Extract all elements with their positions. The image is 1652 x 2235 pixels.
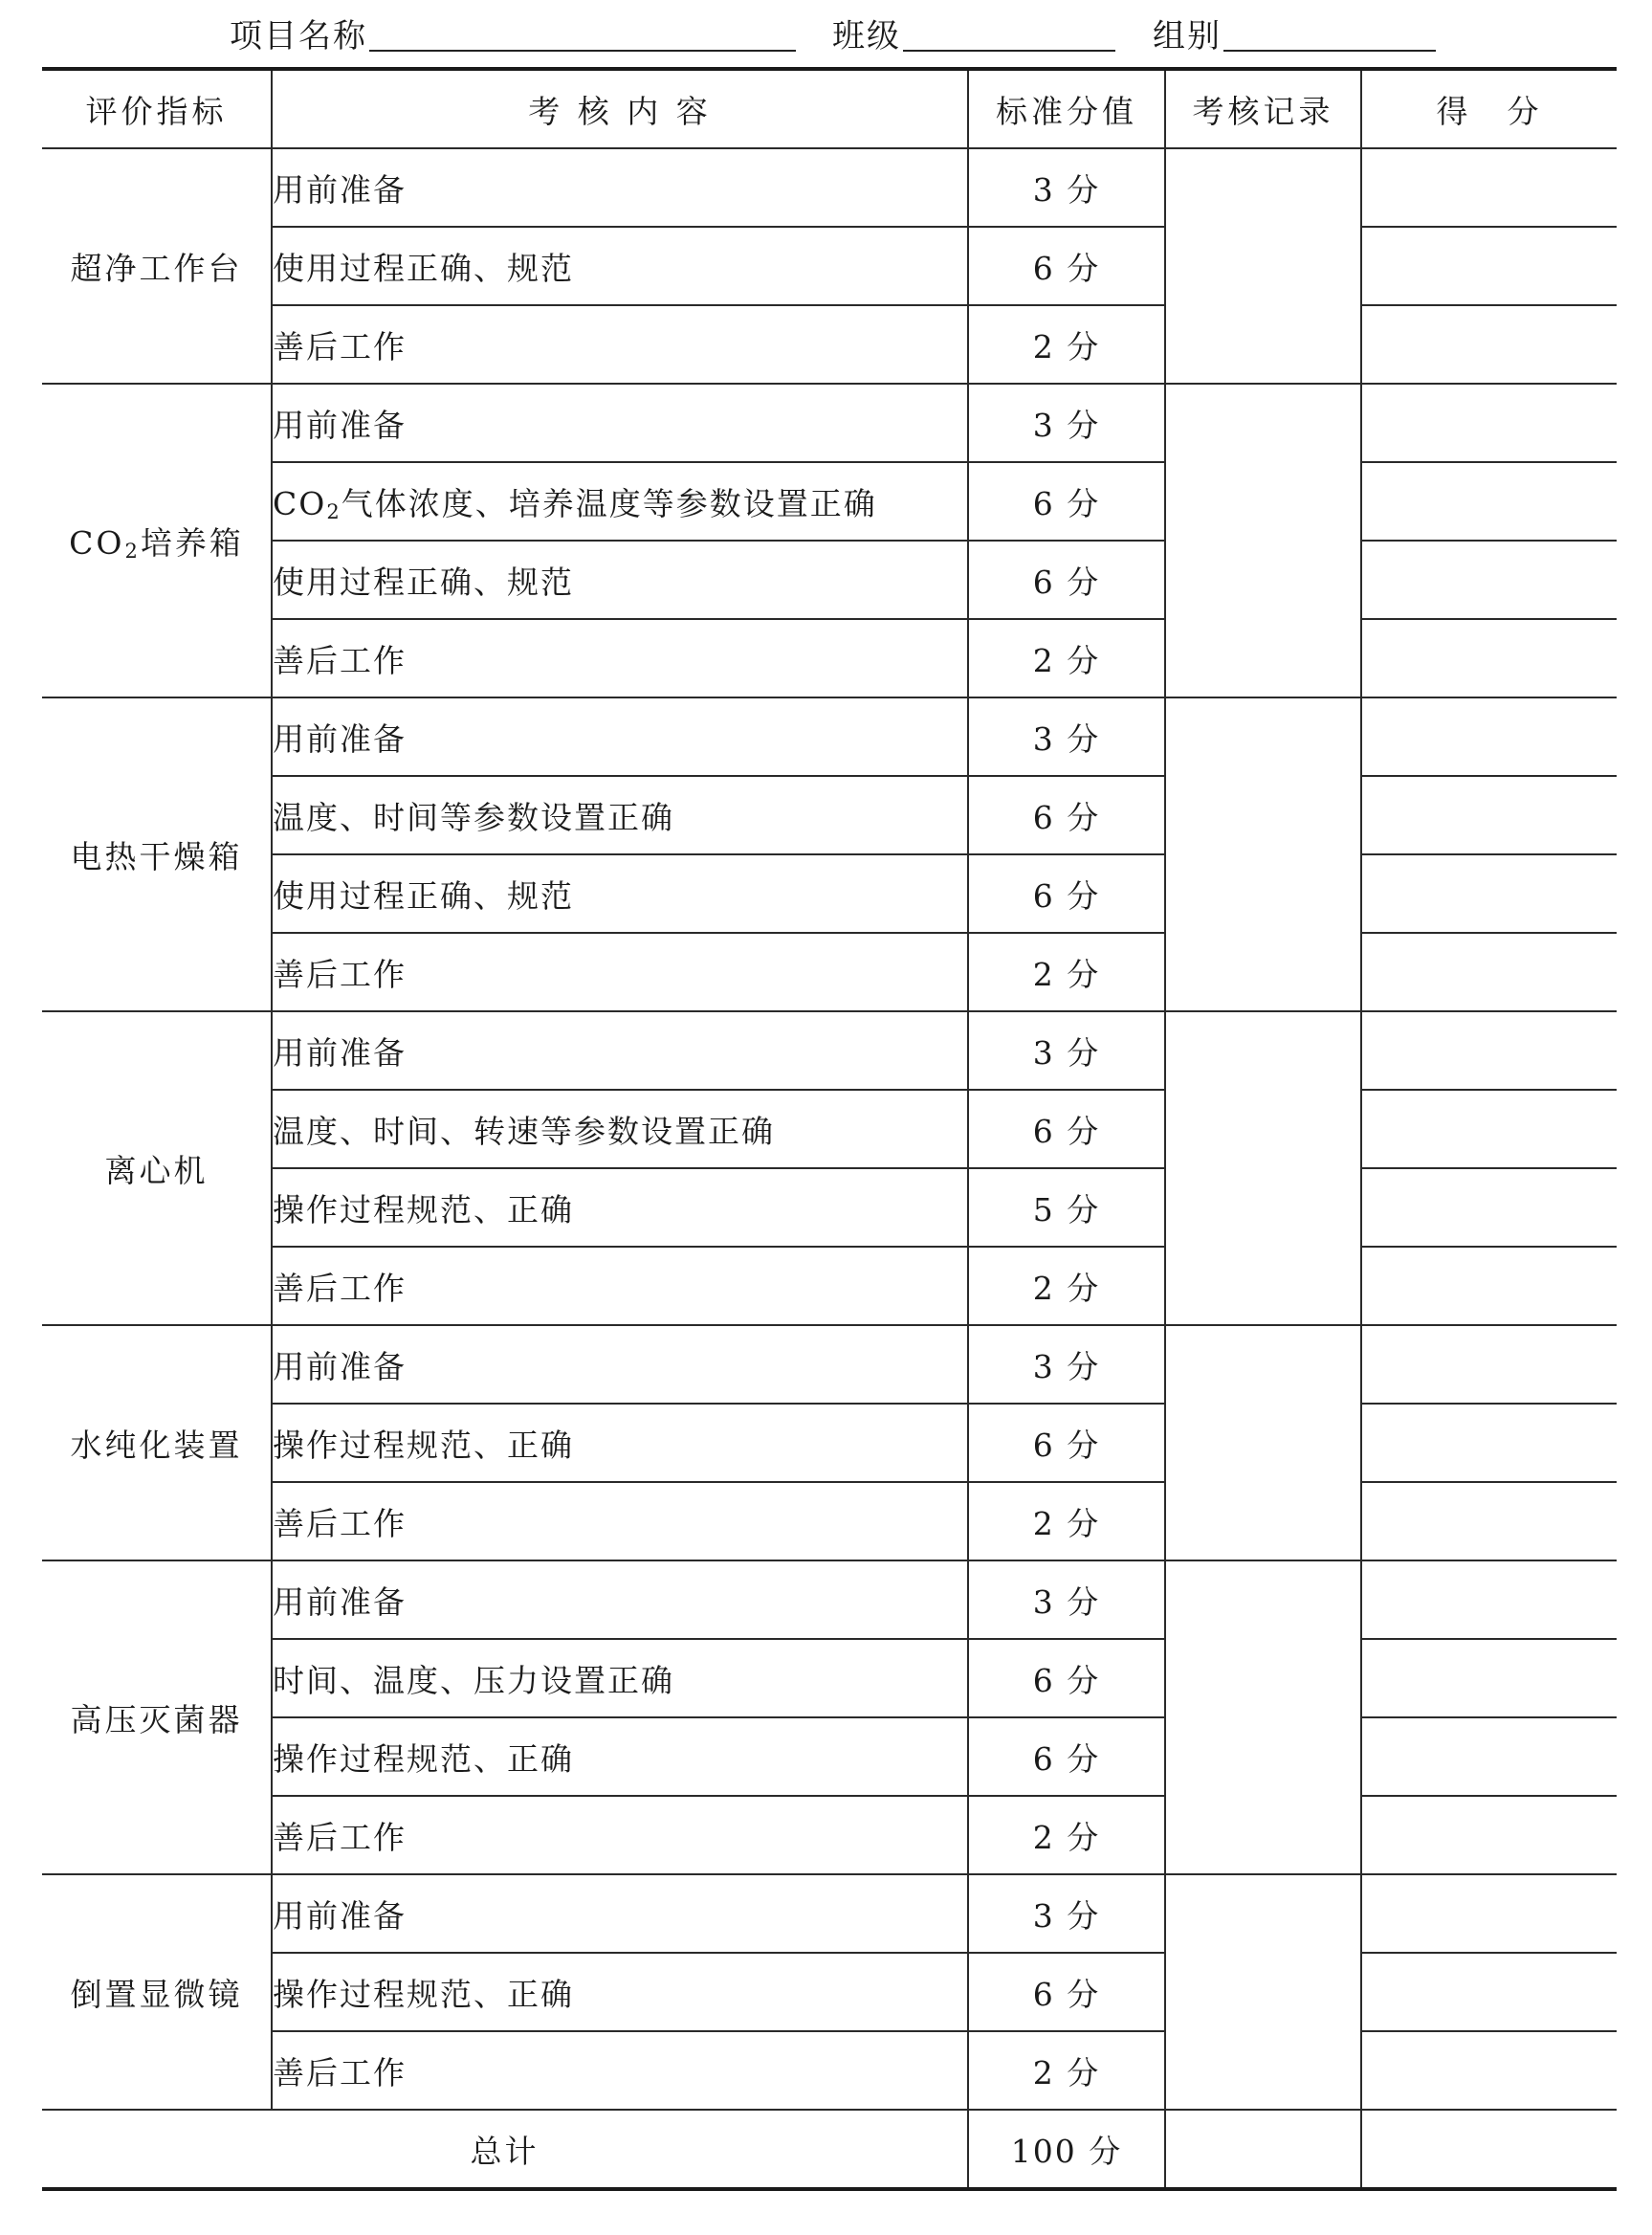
total-score: 100 分 (968, 2110, 1165, 2189)
evaluation-table (42, 67, 1617, 2191)
table-row (42, 1796, 1617, 1874)
record-cell[interactable] (1165, 1874, 1361, 2110)
content-cell: 温度、时间、转速等参数设置正确 (272, 1090, 968, 1168)
table-row (42, 1717, 1617, 1796)
table-row (42, 2031, 1617, 2110)
content-text-suffix: 气体浓度、培养温度等参数设置正确 (341, 484, 877, 522)
score-cell[interactable] (1361, 305, 1617, 384)
standard-score-cell: 2 分 (968, 1247, 1165, 1325)
table-row (42, 384, 1617, 462)
content-cell: 用前准备 (272, 1874, 968, 1953)
score-cell[interactable] (1361, 541, 1617, 619)
score-cell[interactable] (1361, 1874, 1617, 1953)
table-row (42, 541, 1617, 619)
project-name-field[interactable] (369, 50, 796, 52)
content-cell: 善后工作 (272, 933, 968, 1011)
table-row (42, 1482, 1617, 1560)
content-cell: 使用过程正确、规范 (272, 854, 968, 933)
content-cell: 用前准备 (272, 1011, 968, 1090)
record-cell[interactable] (1165, 1325, 1361, 1560)
score-cell[interactable] (1361, 148, 1617, 227)
content-cell: 时间、温度、压力设置正确 (272, 1639, 968, 1717)
score-cell[interactable] (1361, 1247, 1617, 1325)
record-cell[interactable] (1165, 148, 1361, 384)
standard-score-cell: 6 分 (968, 776, 1165, 854)
content-cell: 用前准备 (272, 148, 968, 227)
total-record-cell[interactable] (1165, 2110, 1361, 2189)
standard-score-cell: 3 分 (968, 1325, 1165, 1404)
score-cell[interactable] (1361, 854, 1617, 933)
criteria-name-prefix: CO (69, 523, 125, 562)
score-cell[interactable] (1361, 776, 1617, 854)
standard-score-cell: 6 分 (968, 1404, 1165, 1482)
score-cell[interactable] (1361, 1560, 1617, 1639)
standard-score-cell: 6 分 (968, 541, 1165, 619)
standard-score-cell: 6 分 (968, 1639, 1165, 1717)
table-row (42, 1404, 1617, 1482)
table-row (42, 1090, 1617, 1168)
table-row (42, 854, 1617, 933)
table-header-row (42, 69, 1617, 148)
record-cell[interactable] (1165, 697, 1361, 1011)
content-cell (272, 462, 968, 541)
standard-score-cell: 2 分 (968, 305, 1165, 384)
table-row (42, 619, 1617, 697)
content-cell: 用前准备 (272, 697, 968, 776)
standard-score-cell: 6 分 (968, 227, 1165, 305)
table-body (42, 148, 1617, 2189)
content-text-subscript: 2 (326, 499, 341, 523)
score-cell[interactable] (1361, 933, 1617, 1011)
criteria-cell: 水纯化装置 (42, 1325, 272, 1560)
criteria-cell: 离心机 (42, 1011, 272, 1325)
table-row (42, 1953, 1617, 2031)
standard-score-cell: 3 分 (968, 384, 1165, 462)
total-row (42, 2110, 1617, 2189)
criteria-cell: 超净工作台 (42, 148, 272, 384)
record-cell[interactable] (1165, 1011, 1361, 1325)
standard-score-cell: 3 分 (968, 1560, 1165, 1639)
group-field[interactable] (1223, 50, 1436, 52)
score-cell[interactable] (1361, 1090, 1617, 1168)
table-row (42, 1168, 1617, 1247)
score-cell[interactable] (1361, 1168, 1617, 1247)
table-row (42, 1874, 1617, 1953)
table-row (42, 697, 1617, 776)
score-cell[interactable] (1361, 384, 1617, 462)
standard-score-cell: 5 分 (968, 1168, 1165, 1247)
standard-score-cell: 3 分 (968, 1011, 1165, 1090)
standard-score-cell: 6 分 (968, 1090, 1165, 1168)
standard-score-cell: 3 分 (968, 148, 1165, 227)
table-row (42, 1011, 1617, 1090)
criteria-cell: 高压灭菌器 (42, 1560, 272, 1874)
standard-score-cell: 2 分 (968, 2031, 1165, 2110)
header-content: 考 核 内 容 (272, 69, 968, 148)
record-cell[interactable] (1165, 1560, 1361, 1874)
table-row (42, 776, 1617, 854)
score-cell[interactable] (1361, 619, 1617, 697)
content-cell: 善后工作 (272, 305, 968, 384)
content-cell: 善后工作 (272, 1482, 968, 1560)
score-cell[interactable] (1361, 1796, 1617, 1874)
standard-score-cell: 6 分 (968, 462, 1165, 541)
class-label: 班级 (832, 17, 901, 55)
group-label: 组别 (1153, 17, 1222, 55)
score-cell[interactable] (1361, 1639, 1617, 1717)
table-row (42, 1639, 1617, 1717)
content-cell: 用前准备 (272, 384, 968, 462)
score-cell[interactable] (1361, 1482, 1617, 1560)
criteria-cell (42, 384, 272, 697)
standard-score-cell: 6 分 (968, 1717, 1165, 1796)
content-cell: 操作过程规范、正确 (272, 1717, 968, 1796)
content-cell: 使用过程正确、规范 (272, 541, 968, 619)
standard-score-cell: 6 分 (968, 1953, 1165, 2031)
header-criteria: 评价指标 (42, 69, 272, 148)
content-cell: 使用过程正确、规范 (272, 227, 968, 305)
form-header (0, 0, 1652, 65)
score-cell[interactable] (1361, 1717, 1617, 1796)
content-text-prefix: CO (273, 484, 327, 522)
table-row (42, 148, 1617, 227)
total-result-cell[interactable] (1361, 2110, 1617, 2189)
score-cell[interactable] (1361, 1953, 1617, 2031)
score-cell[interactable] (1361, 1325, 1617, 1404)
table-row (42, 1325, 1617, 1404)
header-record: 考核记录 (1165, 69, 1361, 148)
score-cell[interactable] (1361, 2031, 1617, 2110)
content-cell: 善后工作 (272, 2031, 968, 2110)
header-standard-score: 标准分值 (968, 69, 1165, 148)
table-row (42, 462, 1617, 541)
total-label: 总计 (42, 2110, 968, 2189)
content-cell: 善后工作 (272, 1796, 968, 1874)
class-field[interactable] (903, 50, 1115, 52)
table-row (42, 305, 1617, 384)
header-score: 得 分 (1361, 69, 1617, 148)
criteria-name-subscript: 2 (124, 539, 141, 563)
score-cell[interactable] (1361, 1404, 1617, 1482)
content-cell: 温度、时间等参数设置正确 (272, 776, 968, 854)
table-row (42, 1247, 1617, 1325)
table-row (42, 1560, 1617, 1639)
project-name-label: 项目名称 (230, 17, 367, 55)
standard-score-cell: 6 分 (968, 854, 1165, 933)
standard-score-cell: 2 分 (968, 619, 1165, 697)
criteria-cell: 电热干燥箱 (42, 697, 272, 1011)
standard-score-cell: 3 分 (968, 697, 1165, 776)
content-cell: 操作过程规范、正确 (272, 1953, 968, 2031)
standard-score-cell: 2 分 (968, 933, 1165, 1011)
content-cell: 操作过程规范、正确 (272, 1168, 968, 1247)
table-row (42, 227, 1617, 305)
table-row (42, 933, 1617, 1011)
content-cell: 善后工作 (272, 619, 968, 697)
record-cell[interactable] (1165, 384, 1361, 697)
standard-score-cell: 2 分 (968, 1796, 1165, 1874)
score-cell[interactable] (1361, 697, 1617, 776)
content-cell: 用前准备 (272, 1325, 968, 1404)
score-cell[interactable] (1361, 1011, 1617, 1090)
criteria-name-suffix: 培养箱 (140, 523, 244, 562)
score-cell[interactable] (1361, 462, 1617, 541)
content-cell: 用前准备 (272, 1560, 968, 1639)
criteria-cell: 倒置显微镜 (42, 1874, 272, 2110)
standard-score-cell: 3 分 (968, 1874, 1165, 1953)
standard-score-cell: 2 分 (968, 1482, 1165, 1560)
content-cell: 操作过程规范、正确 (272, 1404, 968, 1482)
score-cell[interactable] (1361, 227, 1617, 305)
content-cell: 善后工作 (272, 1247, 968, 1325)
